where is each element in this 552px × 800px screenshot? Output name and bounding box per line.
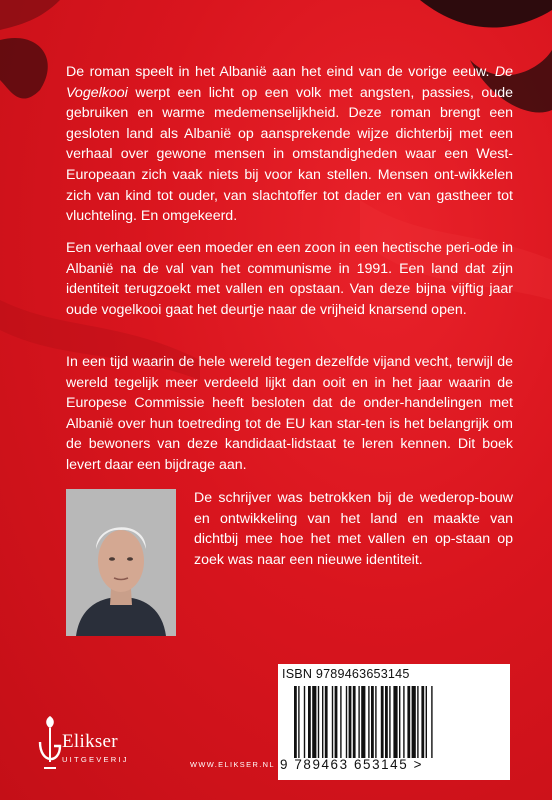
context-paragraph: In een tijd waarin de hele wereld tegen dezelfde vijand vecht, terwijl de wereld tegelijk meer verdeeld lijkt dan ooit en in het jaar waarin de Europese Commissie heeft besloten dat de onder-handelingen met Albanië over hun toetreding tot de EU kan star-ten is het belangrijk om de bewoners van deze kandidaat-lidstaat te leren kennen. Dit boek levert daar een bijdrage aan.	[66, 354, 513, 473]
isbn-label: ISBN 9789463653145	[282, 667, 410, 681]
intro-text-rest: werpt een licht op een volk met angsten, passies, oude gebruiken en warme medemenselijkheid. Deze roman brengt een gesloten land als Albanië op aansprekende wijze dichterbij met een verhaal over gewone mensen in omstandigheden waar een West-Europeaan zich vaak niets bij voor kan stellen. Mensen ont-wikkelen zich van kind tot ouder, van slachtoffer tot dader en van gastheer tot vluchteling. En omgekeerd.	[66, 84, 513, 225]
publisher-emblem-icon	[34, 712, 64, 776]
intro-paragraph	[66, 62, 513, 227]
publisher-website[interactable]: WWW.ELIKSER.NL	[190, 760, 275, 769]
intro-text-start: De roman speelt in het Albanië aan het eind van de vorige eeuw.	[66, 64, 495, 80]
author-portrait-image	[66, 489, 176, 636]
author-photo	[66, 489, 176, 636]
isbn-digits: 9 789463 653145 >	[280, 757, 423, 772]
book-title-inline: De Vogelkooi	[66, 64, 513, 101]
publisher-name: Elikser	[62, 731, 118, 752]
publisher-subtitle: UITGEVERIJ	[62, 755, 129, 764]
author-paragraph: De schrijver was betrokken bij de wederop-bouw en ontwikkeling van het land en maakte van dichtbij mee hoe het met vallen en op-staan op zoek was naar een nieuwe identiteit.	[194, 490, 513, 568]
story-paragraph: Een verhaal over een moeder en een zoon in een hectische peri-ode in Albanië na de val van het communisme in 1991. Een land dat zijn identiteit terugzoekt met vallen en opstaan. Van deze bijna vijftig jaar oude vogelkooi gaat het deurtje naar de vrijheid knarsend open.	[66, 240, 513, 318]
isbn-barcode-block	[278, 664, 510, 780]
barcode-icon	[294, 686, 494, 758]
